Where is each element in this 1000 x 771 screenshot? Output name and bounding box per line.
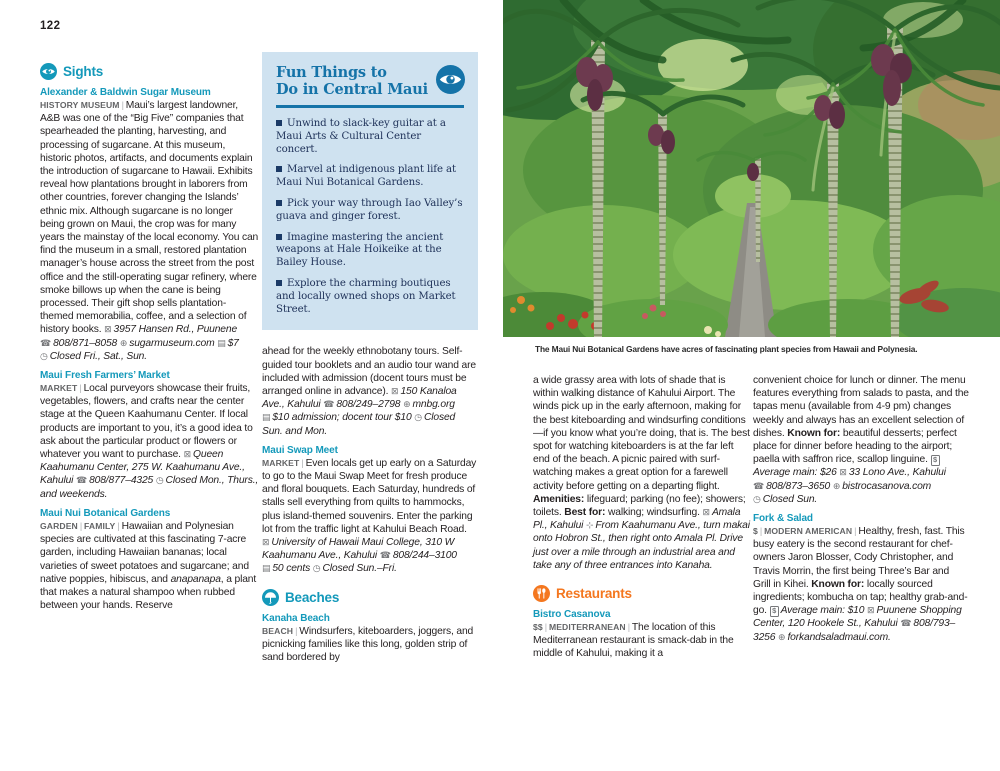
category-label: $$ [533,622,543,633]
italic-run: 808/249–2798 [336,399,404,411]
category-label: GARDEN [40,520,78,531]
fun-box-item [276,118,464,156]
text-run: walking; windsurfing. [605,507,703,519]
fun-box-item [276,278,464,316]
closed-icon: ◷ [312,563,321,574]
phone-icon: ☎ [76,475,88,486]
paragraph [753,374,969,506]
entry-title: Maui Nui Botanical Gardens [40,507,171,519]
text-run: convenient choice for lunch or dinner. The menu features everything from salads to pasta, and the tapas menu (available from 4-9 pm) changes weekly and always has an excellent selection of dishes. [753,375,969,439]
category-label: BEACH [262,625,294,636]
entry-title: Kanaha Beach [262,612,330,624]
bold-run: Best for: [564,507,606,519]
paragraph [40,99,259,363]
page-number: 122 [40,20,61,32]
eye-icon [40,63,57,80]
text-run: Maui’s largest landowner, A&B was one of the “Big Five” companies that spearheaded the planting, harvesting, and processing of sugarcane. At this museum, historic photos, artifacts, and documents explain the introduction of sugarcane to Hawaii. Exhibits reveal how plantations brought in laborers from other countries, forever changing the Islands’ ethnic mix. Although sugarcane is no longer being grown on Maui, the crop was for many years the mainstay of the local economy. You can find the museum in a small, restored plantation manager’s house across the street from the post office and the still-operating sugar refinery, where smoke billows up when the cane is being processed. Their gift shop sells plantation-themed memorabilia, coffee, and a selection of history books. [40,100,259,336]
category-label: $ [753,526,758,537]
separator: | [121,100,124,110]
italic-run: 808/873–3650 [766,480,833,492]
eye-icon [436,65,465,94]
bold-run: Known for: [787,427,841,439]
fun-box-item [276,164,464,190]
fun-box-item-text: Pick your way through Iao Valley’s guava and ginger forest. [276,197,463,222]
italic-run: 33 Lono Ave., Kahului [848,467,946,479]
text-run: The location of this Mediterranean restaurant is smack-dab in the middle of Kahului, making it a [533,622,734,660]
italic-run: anapanapa [170,573,221,585]
separator: | [295,625,298,636]
paragraph [262,625,478,665]
italic-run: Closed Mon., Thurs., and weekends. [40,475,259,500]
text-run: , a plant that makes a natural shampoo when rubbed between your hands. Reserve [40,573,257,612]
utensils-icon [533,585,550,602]
closed-icon: ◷ [40,350,48,361]
bold-run: Amenities: [533,493,585,505]
italic-run: 808/244–3100 [392,550,457,562]
paragraph [753,525,969,644]
section-title: Sights [63,64,104,79]
separator: | [79,383,82,394]
address-icon: ⊠ [262,537,270,547]
botanical-gardens-photo-art [503,0,1000,337]
italic-run: University of Hawaii Maui College, 310 W Kaahumanu Ave., Kahului [262,537,455,562]
address-icon: ⊠ [104,324,112,335]
fun-box-item [276,232,464,270]
closed-icon: ◷ [753,493,761,504]
phone-icon: ☎ [379,550,391,561]
price-icon: $ [770,606,779,617]
italic-run: $7 [227,337,239,349]
directions-icon: ⊹ [586,520,594,531]
address-icon: ⊠ [391,385,399,396]
section-heading-sights [40,63,259,80]
divider [276,105,464,108]
italic-run: Average main: $26 [753,467,840,479]
phone-icon: ☎ [900,618,912,629]
column-2-flow [262,345,478,664]
category-label: MARKET [262,457,300,468]
paragraph [262,457,478,576]
italic-run: 3957 Hansen Rd., Puunene [113,324,238,336]
web-icon: ⊕ [778,631,786,642]
phone-icon: ☎ [753,480,765,491]
closed-icon: ◷ [155,475,164,486]
section-heading-restaurants [533,585,750,602]
square-bullet-icon [276,280,282,286]
category-label: FAMILY [84,520,116,531]
entry-title: Bistro Casanova [533,609,611,621]
fun-box-item-text: Unwind to slack-key guitar at a Maui Arts & Cultural Center concert. [276,118,446,155]
category-label: MEDITERRANEAN [548,622,626,633]
address-icon: ⊠ [183,449,192,460]
address-icon: ⊠ [839,467,847,478]
closed-icon: ◷ [414,412,422,423]
text-run: Even locals get up early on a Saturday to go to the Maui Swap Meet for fresh produce and floral bouquets. Each Saturday, hundreds of stalls sell everything from quilts to hammocks, plus island-themed souvenirs. Enter the parking lot from the traffic light at Kahului Beach Road. [262,457,477,535]
text-run: a wide grassy area with lots of shade that is within walking distance of Kahului Airport. The winds pick up in the early afternoon, making for the best kiteboarding and windsurfing conditions—if you know what you’re doing, that is. The best spot for watching kiteboarders is at the far left end of the beach. A picnic paired with surf-watching makes a great option for a farewell activity before getting on a departing flight. [533,375,750,492]
fun-box-items [276,118,464,316]
italic-run: Puunene Shopping Center, 120 Hookele St., Kahului [753,605,962,630]
italic-run: Amala Pl., Kahului [533,507,741,532]
price-icon: $ [931,455,940,466]
column-2 [262,52,478,666]
separator: | [759,526,763,537]
italic-run: 50 cents [272,563,313,575]
italic-run: 808/877–4325 [89,475,156,487]
web-icon: ⊕ [832,480,841,491]
italic-run: $10 admission; docent tour $10 [272,412,415,424]
text-run: Hawaiian and Polynesian species are cultivated at this fascinating 7-acre garden, including Hawaiian bananas; local varieties of sweet potatoes and sugarcane; and native poppies, hibiscus, and [40,520,249,585]
phone-icon: ☎ [40,337,52,348]
italic-run: bistrocasanova.com [842,480,932,492]
square-bullet-icon [276,234,282,240]
separator: | [544,622,547,633]
web-icon: ⊕ [403,399,411,410]
category-label: MODERN AMERICAN [764,526,853,537]
fun-box-title-line: Do in Central Maui [276,81,428,98]
web-icon: ⊕ [119,337,128,348]
separator: | [301,457,304,468]
phone-icon: ☎ [323,399,335,410]
separator: | [627,622,630,633]
column-4 [753,374,969,646]
admission-icon: ▤ [217,337,226,348]
fun-box-item-text: Imagine mastering the ancient weapons at Hale Hoikeike at the Bailey House. [276,231,444,269]
admission-icon: ▤ [262,563,271,574]
italic-run: From Kaahumanu Ave., turn makai onto Hobron St., then right onto Amala Pl. Drive just over a mile through an industrial area and take any of three entrances into Kanaha. [533,520,750,571]
fun-box-title-line: Fun Things to [276,64,387,81]
text-run: lifeguard; parking (no fee); showers; toilets. [533,493,746,519]
fun-box-item [276,198,464,224]
photo-caption: The Maui Nui Botanical Gardens have acres of fascinating plant species from Hawaii and Polynesia. [535,344,918,354]
text-run: locally sourced ingredients; kombucha on tap; healthy grab-and-go. [753,578,968,617]
italic-run: Closed Sun.–Fri. [322,563,397,575]
text-run: beautiful desserts; perfect place for dinner before heading to the airport; paella with saffron rice, scallop linguine. [753,427,957,466]
column-3 [533,374,750,663]
paragraph [40,382,259,501]
entry-title: Maui Fresh Farmers’ Market [40,370,170,382]
paragraph [40,520,259,612]
italic-run: 150 Kanaloa Ave., Kahului [262,385,457,411]
italic-run: mnbg.org [412,399,455,411]
fun-box-item-text: Explore the charming boutiques and locally owned shops on Market Street. [276,277,456,315]
italic-run: Closed Fri., Sat., Sun. [49,350,147,362]
text-run: Healthy, fresh, fast. This busy eatery is the second restaurant for chef-owners Jaron Blosser, Cody Christopher, and Travis Morrin, the first being Three’s Bar and Grill in Kihei. [753,526,965,590]
address-icon: ⊠ [867,605,875,616]
botanical-gardens-photo [503,0,1000,337]
italic-run: Closed Sun. [762,493,818,505]
square-bullet-icon [276,166,282,172]
italic-run: 808/793–3256 [753,618,956,643]
italic-run: sugarmuseum.com [129,337,218,349]
italic-run: Closed Sun. and Mon. [262,412,456,437]
section-heading-beaches [262,589,478,606]
entry-title: Fork & Salad [753,513,813,525]
paragraph [533,374,750,572]
umbrella-icon [262,589,279,606]
text-run: Windsurfers, kiteboarders, joggers, and picnicking families like this long, golden strip of sand bordered by [262,625,474,664]
admission-icon: ▤ [262,412,271,423]
italic-run: 808/871–8058 [53,337,120,349]
text-run: ahead for the weekly ethnobotany tours. Self-guided tour booklets and an audio tour wand are included with admission (docent tours must be arranged online in advance). [262,346,476,397]
text-run: Local purveyors showcase their fruits, vegetables, flowers, and crafts near the center stage at the Queen Kaahumanu Center. If local products are important to you, it’s a good idea to ask about the particular product or flowers or whatever you want to purchase. [40,383,253,461]
fun-things-box [262,52,478,330]
category-label: MARKET [40,383,78,394]
address-icon: ⊠ [702,507,710,518]
paragraph [533,621,750,661]
italic-run: Average main: $10 [780,605,868,617]
column-1 [40,50,259,614]
square-bullet-icon [276,120,282,126]
separator: | [79,520,83,531]
separator: | [117,520,120,531]
entry-title: Alexander & Baldwin Sugar Museum [40,87,211,98]
entry-title: Maui Swap Meet [262,444,338,456]
bold-run: Known for: [811,578,865,590]
fun-box-title [276,64,431,98]
section-title: Beaches [285,589,340,605]
paragraph [262,345,478,437]
category-label: HISTORY MUSEUM [40,100,120,110]
square-bullet-icon [276,200,282,206]
italic-run: Queen Kaahumanu Center, 275 W. Kaahumanu Ave., Kahului [40,449,245,487]
separator: | [854,526,857,537]
italic-run: forkandsaladmaui.com. [787,631,891,643]
fun-box-item-text: Marvel at indigenous plant life at Maui Nui Botanical Gardens. [276,164,457,189]
section-title: Restaurants [556,586,632,602]
